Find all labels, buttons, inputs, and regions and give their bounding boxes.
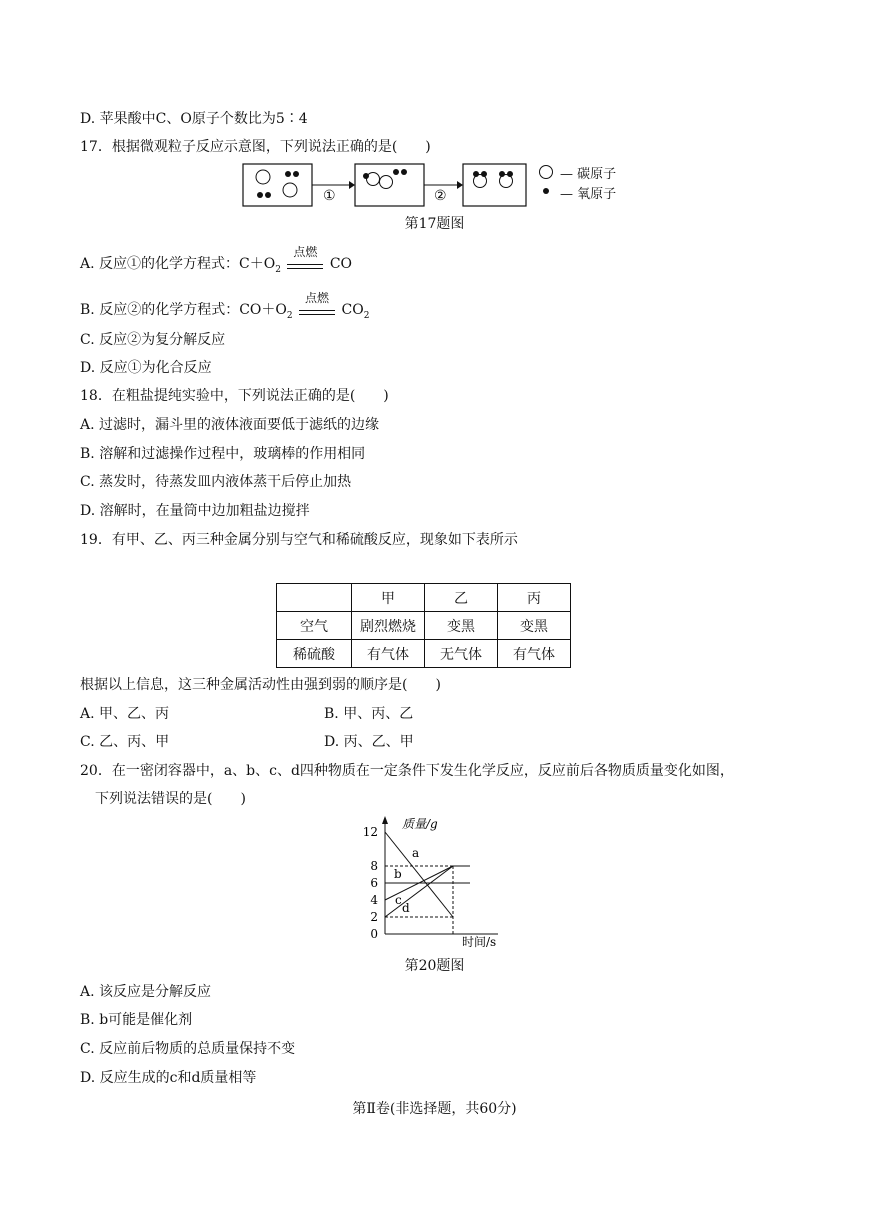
table-cell: 空气 — [277, 612, 352, 640]
q17-option-b: B. 反应②的化学方程式：$CO+O_2$ 点燃 $CO_2$ — [80, 291, 370, 321]
table-row — [277, 612, 571, 640]
series-label-a: a — [412, 846, 420, 860]
table-cell — [277, 584, 352, 612]
q19-option-b: B. 甲、丙、乙 — [324, 706, 414, 722]
q20-stem-cont: 下列说法错误的是( ) — [95, 791, 246, 807]
q17-stem: 17．根据微观粒子反应示意图，下列说法正确的是( ) — [80, 139, 431, 155]
q19-stem: 19．有甲、乙、丙三种金属分别与空气和稀硫酸反应，现象如下表所示 — [80, 532, 518, 548]
q18-option-b: B. 溶解和过滤操作过程中，玻璃棒的作用相同 — [80, 446, 366, 462]
section-title: 第Ⅱ卷(非选择题，共60分) — [352, 1101, 517, 1117]
q19-followup: 根据以上信息，这三种金属活动性由强到弱的顺序是( ) — [80, 677, 441, 693]
table-cell: 甲 — [352, 584, 425, 612]
q19-option-d: D. 丙、乙、甲 — [324, 734, 414, 750]
q17-option-a: A. 反应①的化学方程式：$C+O_2$ 点燃 CO — [80, 245, 353, 275]
q18-option-d: D. 溶解时，在量筒中边加粗盐边搅拌 — [80, 503, 310, 519]
x-axis-label: 时间/s — [462, 935, 497, 949]
q17-step-1: ① — [323, 188, 336, 204]
q17-caption: 第17题图 — [404, 216, 465, 232]
table-cell: 乙 — [425, 584, 498, 612]
y-tick-label: 8 — [370, 859, 378, 873]
table-cell: 无气体 — [425, 640, 498, 668]
table-cell: 丙 — [498, 584, 571, 612]
q18-option-a: A. 过滤时，漏斗里的液体液面要低于滤纸的边缘 — [80, 417, 380, 433]
reaction-arrow: 点燃 — [297, 301, 337, 319]
series-label-c: c — [395, 893, 402, 907]
legend-carbon: — 碳原子 — [560, 167, 617, 182]
y-tick-label: 0 — [370, 927, 378, 941]
q18-stem: 18．在粗盐提纯实验中，下列说法正确的是( ) — [80, 388, 389, 404]
series-label-b: b — [394, 867, 402, 881]
table-cell: 变黑 — [498, 612, 571, 640]
q20-option-c: C. 反应前后物质的总质量保持不变 — [80, 1041, 296, 1057]
table-cell: 变黑 — [425, 612, 498, 640]
q17-step-2: ② — [434, 188, 447, 204]
metal-reaction-table — [276, 583, 571, 668]
table-row — [277, 640, 571, 668]
series-label-d: d — [402, 901, 410, 915]
q20-option-a: A. 该反应是分解反应 — [80, 984, 212, 1000]
y-tick-label: 2 — [370, 910, 378, 924]
q20-caption: 第20题图 — [404, 958, 465, 974]
mass-time-chart — [340, 812, 520, 950]
table-cell: 有气体 — [498, 640, 571, 668]
legend-oxygen: — 氧原子 — [560, 187, 617, 202]
q17-option-c: C. 反应②为复分解反应 — [80, 332, 226, 348]
q16-option-d: D. 苹果酸中C、O原子个数比为5∶4 — [80, 111, 308, 127]
q18-option-c: C. 蒸发时，待蒸发皿内液体蒸干后停止加热 — [80, 474, 352, 490]
y-tick-label: 6 — [370, 876, 378, 890]
q20-option-d: D. 反应生成的c和d质量相等 — [80, 1070, 257, 1086]
table-cell: 剧烈燃烧 — [352, 612, 425, 640]
table-header-row — [277, 584, 571, 612]
y-axis-label: 质量/g — [402, 817, 438, 831]
table-cell: 稀硫酸 — [277, 640, 352, 668]
q17-option-d: D. 反应①为化合反应 — [80, 360, 212, 376]
y-tick-label: 4 — [370, 893, 378, 907]
q20-option-b: B. b可能是催化剂 — [80, 1012, 193, 1028]
q19-option-c: C. 乙、丙、甲 — [80, 734, 170, 750]
table-cell: 有气体 — [352, 640, 425, 668]
reaction-arrow: 点燃 — [285, 255, 325, 273]
q19-option-a: A. 甲、乙、丙 — [80, 706, 170, 722]
y-tick-label: 12 — [362, 825, 378, 839]
q20-stem: 20．在一密闭容器中，a、b、c、d四种物质在一定条件下发生化学反应，反应前后各物质质量变化如图， — [80, 763, 734, 779]
